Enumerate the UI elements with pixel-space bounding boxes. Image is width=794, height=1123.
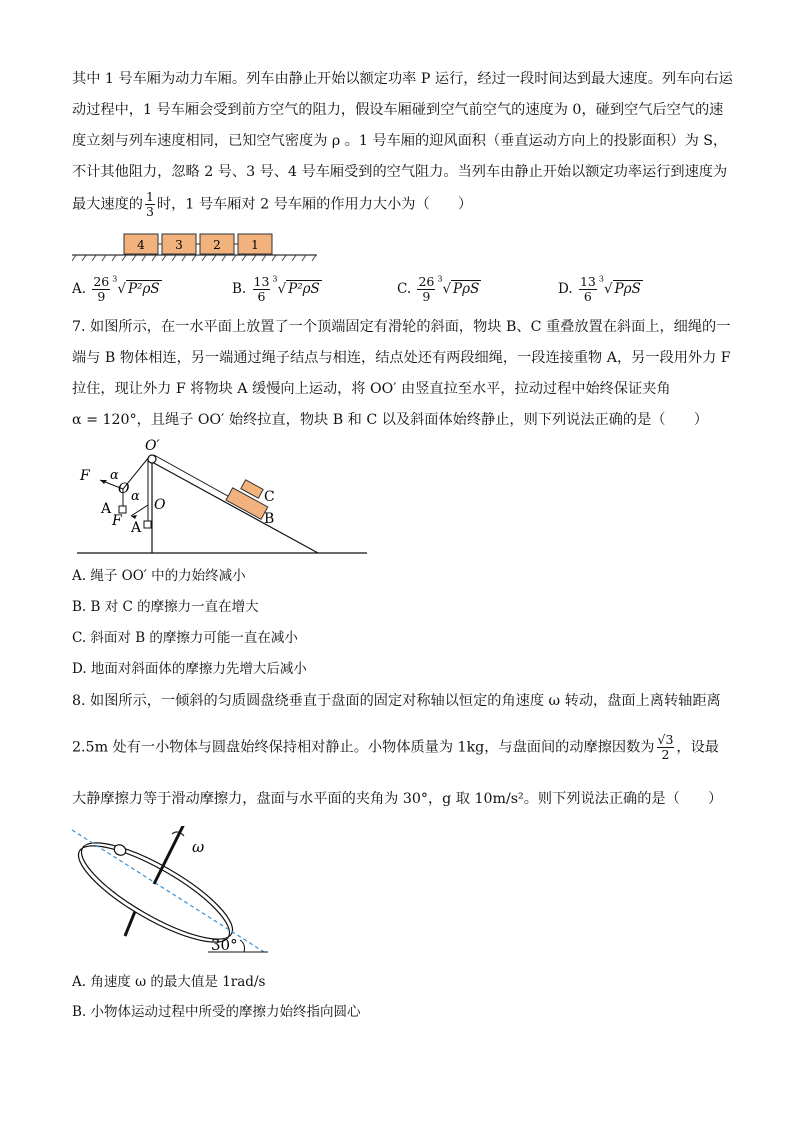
option-c-radicand: PρS <box>453 280 480 297</box>
q8-frac-num: √3 <box>657 732 674 747</box>
q8-line-2 <box>72 733 719 762</box>
q7-option-d[interactable]: D. 地面对斜面体的摩擦力先增大后减小 <box>72 661 307 677</box>
q7-line-2: 端与 B 物体相连，另一端通过绳子结点与相连，结点处还有两段细绳，一段连接重物 A，另一段用外力 F <box>72 350 731 366</box>
label-f-lower: F <box>112 513 122 529</box>
option-a-num: 26 <box>93 274 110 289</box>
option-d-den: 6 <box>583 288 592 304</box>
train-figure <box>72 228 322 268</box>
q6-frac-num: 1 <box>145 189 154 204</box>
option-d-num: 13 <box>579 274 596 289</box>
q6-line-5-after: 时，1 号车厢对 2 号车厢的作用力大小为（ ） <box>156 196 473 213</box>
label-o-lower: O <box>154 497 166 513</box>
q8-option-b[interactable]: B. 小物体运动过程中所受的摩擦力始终指向圆心 <box>72 1004 361 1020</box>
q6-frac-den: 3 <box>145 203 154 219</box>
q7-line-3: 拉住，现让外力 F 将物块 A 缓慢向上运动，将 OO′ 由竖直拉至水平，拉动过程中始终保证夹角 <box>72 381 671 397</box>
q7-line-1: 7. 如图所示，在一水平面上放置了一个顶端固定有滑轮的斜面，物块 B、C 重叠放置在斜面上，细绳的一 <box>72 319 731 335</box>
q8-frac-den: 2 <box>661 746 670 762</box>
option-d-index: 3 <box>598 274 604 283</box>
q6-option-d[interactable]: D. $\frac{13}{6}$ $^3$√ PρS <box>558 274 641 304</box>
q8-line-2-before: 2.5m 处有一小物体与圆盘始终保持相对静止。小物体质量为 1kg，与盘面间的动摩擦因数为 <box>72 739 655 756</box>
option-d-label: D. <box>558 280 573 297</box>
option-c-index: 3 <box>437 274 443 283</box>
q8-line-3: 大静摩擦力等于滑动摩擦力，盘面与水平面的夹角为 30°，g 取 10m/s²。则下列说法正确的是（ ） <box>72 791 723 807</box>
label-o-prime: O′ <box>145 438 160 454</box>
q6-fraction <box>145 190 155 219</box>
pulley <box>148 455 156 463</box>
car-1-label: 1 <box>251 238 259 252</box>
car-4-label: 4 <box>137 238 145 252</box>
option-a-label: A. <box>72 280 87 297</box>
q6-line-3: 度立刻与列车速度相同，已知空气密度为 ρ 。1 号车厢的迎风面积（垂直运动方向上的投影面积）为 S， <box>72 133 728 149</box>
weight-a-left <box>119 506 126 513</box>
q6-option-b[interactable]: B. $\frac{13}{6}$ $^3$√ P²ρS <box>232 274 320 304</box>
q6-line-5 <box>72 190 472 219</box>
option-a-index: 3 <box>112 274 118 283</box>
label-f-left: F <box>80 468 90 484</box>
label-alpha-lower: α <box>131 489 140 504</box>
label-a-left: A <box>101 501 112 517</box>
label-a-lower: A <box>131 520 142 536</box>
label-alpha-left: α <box>110 468 119 483</box>
weight-a-lower <box>144 521 151 528</box>
q7-option-c[interactable]: C. 斜面对 B 的摩擦力可能一直在减小 <box>72 630 298 646</box>
label-c: C <box>264 489 275 505</box>
q6-option-a[interactable]: A. $\frac{26}{9}$ $^3$√ P²ρS <box>72 274 160 304</box>
label-30-deg: 30° <box>211 936 238 954</box>
q8-line-1: 8. 如图所示，一倾斜的匀质圆盘绕垂直于盘面的固定对称轴以恒定的角速度 ω 转动，盘面上离转轴距离 <box>72 693 721 709</box>
q8-mu-fraction <box>657 733 675 762</box>
q6-option-c[interactable]: C. $\frac{26}{9}$ $^3$√ PρS <box>397 274 480 304</box>
option-b-radicand: P²ρS <box>288 280 320 297</box>
angle-arc <box>240 940 245 952</box>
option-d-radicand: PρS <box>614 280 641 297</box>
incline-slope <box>152 462 318 553</box>
q7-option-b[interactable]: B. B 对 C 的摩擦力一直在增大 <box>72 599 259 615</box>
car-2-label: 2 <box>213 238 221 252</box>
option-b-index: 3 <box>272 274 278 283</box>
q7-line-4: α = 120°，且绳子 OO′ 始终拉直，物块 B 和 C 以及斜面体始终静止，则下列说法正确的是（ ） <box>72 412 709 428</box>
car-3-label: 3 <box>175 238 183 252</box>
option-b-den: 6 <box>257 288 266 304</box>
label-b: B <box>264 511 275 527</box>
disc-figure <box>68 826 278 958</box>
q6-line-2: 动过程中，1 号车厢会受到前方空气的阻力，假设车厢碰到空气前空气的速度为 0，碰到空气后空气的速 <box>72 102 724 118</box>
option-a-radicand: P²ρS <box>127 280 160 297</box>
rope-to-b <box>154 455 235 500</box>
q8-option-a[interactable]: A. 角速度 ω 的最大值是 1rad/s <box>72 974 266 990</box>
q7-option-a[interactable]: A. 绳子 OO′ 中的力始终减小 <box>72 568 246 584</box>
q6-line-4: 不计其他阻力，忽略 2 号、3 号、4 号车厢受到的空气阻力。当列车由静止开始以额定功率运行到速度为 <box>72 164 728 180</box>
q6-line-1: 其中 1 号车厢为动力车厢。列车由静止开始以额定功率 P 运行，经过一段时间达到最大速度。列车向右运 <box>72 71 733 87</box>
label-omega: ω <box>192 838 205 856</box>
option-c-den: 9 <box>422 288 431 304</box>
option-a-den: 9 <box>97 288 106 304</box>
q8-line-2-after: ，设最 <box>676 739 719 756</box>
option-c-num: 26 <box>418 274 435 289</box>
incline-figure <box>72 432 372 560</box>
option-b-num: 13 <box>253 274 270 289</box>
q6-line-5-before: 最大速度的 <box>72 196 143 213</box>
option-c-label: C. <box>397 280 412 297</box>
option-b-label: B. <box>232 280 247 297</box>
label-o-left: O <box>118 481 130 497</box>
